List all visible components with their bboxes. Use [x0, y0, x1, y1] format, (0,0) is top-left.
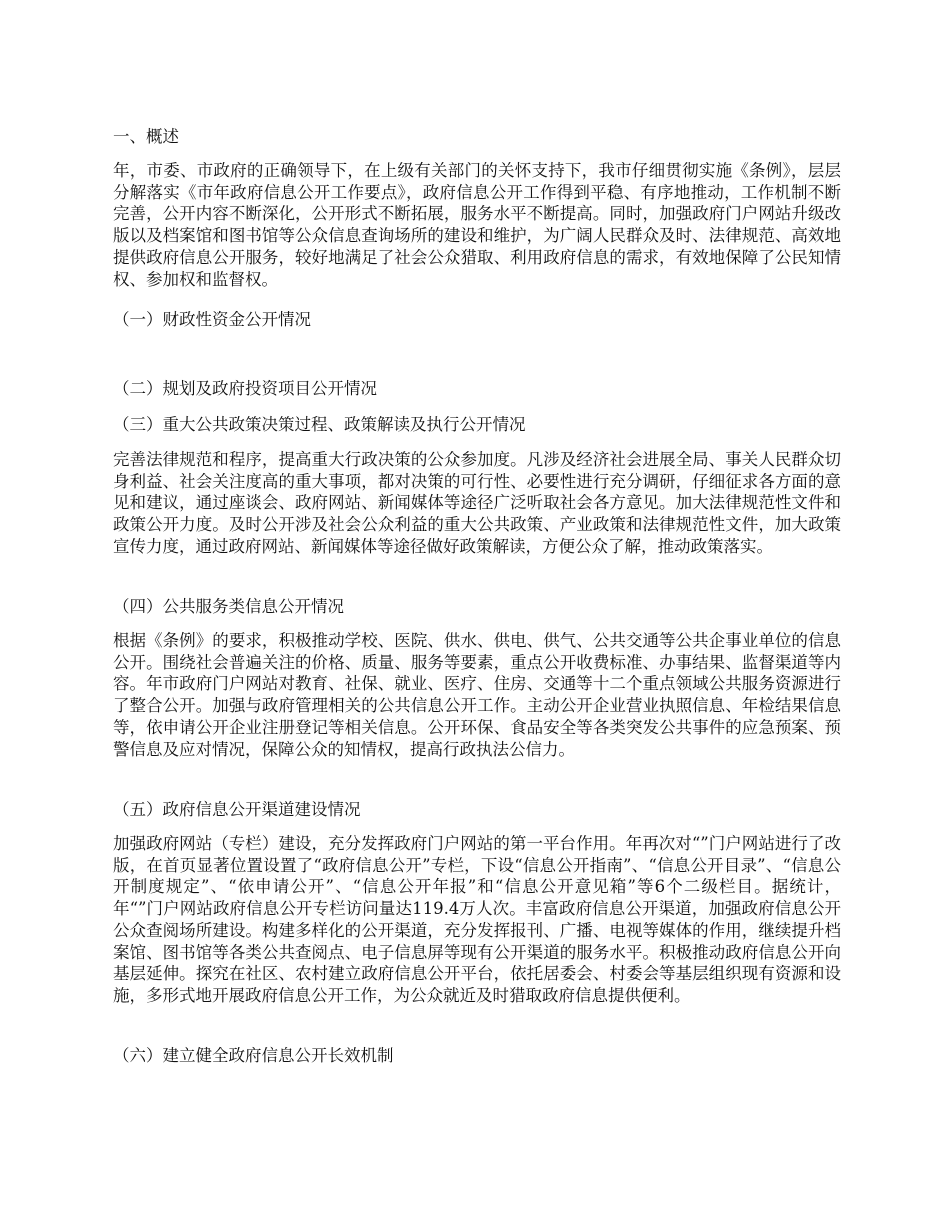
section-heading-planning-investment: （二）规划及政府投资项目公开情况: [113, 379, 377, 398]
section-heading-fiscal-funds: （一）财政性资金公开情况: [113, 310, 311, 329]
section-heading-disclosure-channels: （五）政府信息公开渠道建设情况: [113, 800, 361, 819]
section-heading-public-services: （四）公共服务类信息公开情况: [113, 597, 344, 616]
paragraph-disclosure-channels: 加强政府网站（专栏）建设，充分发挥政府门户网站的第一平台作用。年再次对“”门户网站进行了改版，在首页显著位置设置了“政府信息公开”专栏，下设“信息公开指南”、“信息公开目录”、“信息公开制度规定”、“依申请公开”、“信息公开年报”和“信息公开意见箱”等6个二级栏目。据统计，年“”门户网站政府信息公开专栏访问量达119.4万人次。丰富政府信息公开渠道，加强政府信息公开公众查阅场所建设。构建多样化的公开渠道，充分发挥报刊、广播、电视等媒体的作用，继续提升档案馆、图书馆等各类公共查阅点、电子信息屏等现有公开渠道的服务水平。积极推动政府信息公开向基层延伸。探究在社区、农村建立政府信息公开平台，依托居委会、村委会等基层组织现有资源和设施，多形式地开展政府信息公开工作，为公众就近及时猎取政府信息提供便利。: [113, 834, 841, 1005]
document-page: [113, 0, 843, 1230]
paragraph-public-policy: 完善法律规范和程序，提高重大行政决策的公众参加度。凡涉及经济社会进展全局、事关人民群众切身利益、社会关注度高的重大事项，都对决策的可行性、必要性进行充分调研，仔细征求各方面的意见和建议，通过座谈会、政府网站、新闻媒体等途径广泛听取社会各方意见。加大法律规范性文件和政策公开力度。及时公开涉及社会公众利益的重大公共政策、产业政策和法律规范性文件，加大政策宣传力度，通过政府网站、新闻媒体等途径做好政策解读，方便公众了解，推动政策落实。: [113, 450, 841, 556]
section-heading-long-term-mechanism: （六）建立健全政府信息公开长效机制: [113, 1046, 394, 1065]
paragraph-public-services: 根据《条例》的要求，积极推动学校、医院、供水、供电、供气、公共交通等公共企事业单位的信息公开。围绕社会普遍关注的价格、质量、服务等要素，重点公开收费标准、办事结果、监督渠道等内容。年市政府门户网站对教育、社保、就业、医疗、住房、交通等十二个重点领域公共服务资源进行了整合公开。加强与政府管理相关的公共信息公开工作。主动公开企业营业执照信息、年检结果信息等，依申请公开企业注册登记等相关信息。公开环保、食品安全等各类突发公共事件的应急预案、预警信息及应对情况，保障公众的知情权，提高行政执法公信力。: [113, 631, 841, 759]
paragraph-overview: 年，市委、市政府的正确领导下，在上级有关部门的关怀支持下，我市仔细贯彻实施《条例》，层层分解落实《市年政府信息公开工作要点》，政府信息公开工作得到平稳、有序地推动，工作机制不断完善，公开内容不断深化，公开形式不断拓展，服务水平不断提高。同时，加强政府门户网站升级改版以及档案馆和图书馆等公众信息查询场所的建设和维护，为广阔人民群众及时、法律规范、高效地提供政府信息公开服务，较好地满足了社会公众猎取、利用政府信息的需求，有效地保障了公民知情权、参加权和监督权。: [113, 161, 841, 289]
section-heading-overview: 一、概述: [113, 127, 179, 146]
section-heading-public-policy: （三）重大公共政策决策过程、政策解读及执行公开情况: [113, 415, 526, 434]
